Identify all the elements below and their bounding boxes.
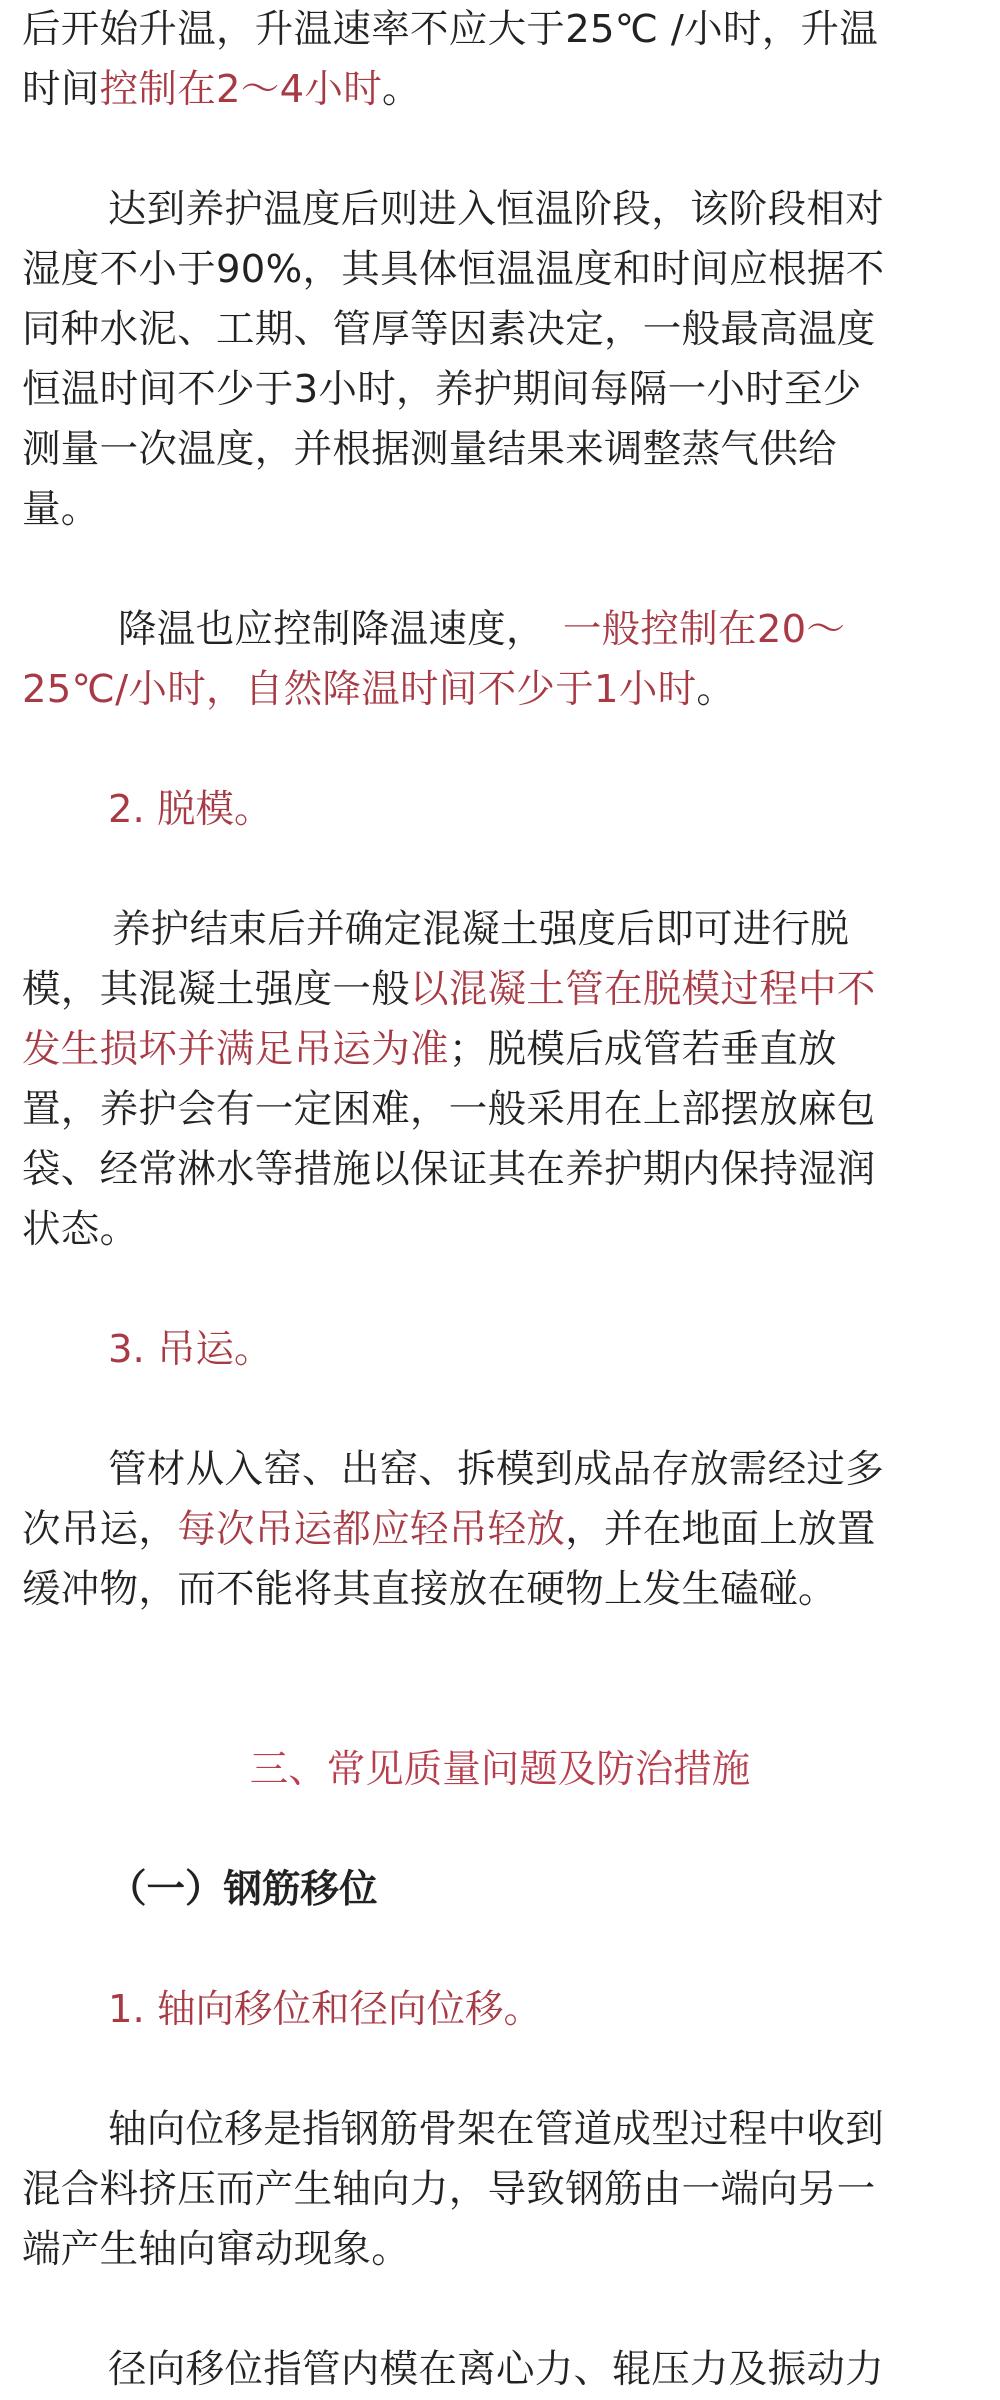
paragraph-line bbox=[22, 1020, 982, 1080]
text: 置，养护会有一定困难，一般采用在上部摆放麻包 bbox=[22, 1087, 876, 1132]
paragraph-line bbox=[118, 600, 982, 660]
highlight-text: 发生损坏并满足吊运为准 bbox=[22, 1027, 449, 1072]
paragraph-line bbox=[22, 1500, 982, 1560]
paragraph-line bbox=[22, 2220, 982, 2280]
text: 养护结束后并确定混凝土强度后即可进行脱 bbox=[112, 907, 850, 952]
text: 。 bbox=[382, 67, 421, 112]
highlight-text: 一般控制在20～ bbox=[562, 607, 846, 652]
paragraph-line bbox=[22, 960, 982, 1020]
paragraph-line bbox=[22, 1560, 982, 1620]
text: 量。 bbox=[22, 487, 100, 532]
text: 后开始升温，升温速率不应大于25℃ /小时，升温 bbox=[22, 7, 879, 52]
sub-title: （一）钢筋移位 bbox=[108, 1867, 378, 1912]
text: 袋、经常淋水等措施以保证其在养护期内保持湿润 bbox=[22, 1147, 876, 1192]
paragraph-line bbox=[22, 0, 982, 60]
paragraph-line bbox=[108, 2100, 982, 2160]
text: ；脱模后成管若垂直放 bbox=[448, 1027, 837, 1072]
paragraph-line bbox=[22, 660, 982, 720]
numbered-heading: 2. 脱模。 bbox=[108, 787, 273, 832]
text: 湿度不小于90%，其具体恒温温度和时间应根据不 bbox=[22, 247, 885, 292]
paragraph-line bbox=[22, 60, 982, 120]
text: 端产生轴向窜动现象。 bbox=[22, 2227, 411, 2272]
paragraph-line bbox=[22, 1140, 982, 1200]
text: 次吊运， bbox=[22, 1507, 178, 1552]
paragraph-line bbox=[22, 240, 982, 300]
text: 同种水泥、工期、管厚等因素决定，一般最高温度 bbox=[22, 307, 876, 352]
text: 管材从入窑、出窑、拆模到成品存放需经过多 bbox=[108, 1447, 885, 1492]
paragraph-line bbox=[22, 480, 982, 540]
text: 混合料挤压而产生轴向力，导致钢筋由一端向另一 bbox=[22, 2167, 876, 2212]
paragraph-line bbox=[22, 1200, 982, 1260]
text: 达到养护温度后则进入恒温阶段，该阶段相对 bbox=[108, 187, 885, 232]
text: 轴向位移是指钢筋骨架在管道成型过程中收到 bbox=[108, 2107, 885, 2152]
paragraph-line bbox=[22, 420, 982, 480]
paragraph-line bbox=[22, 300, 982, 360]
text: 降温也应控制降温速度， bbox=[118, 607, 545, 652]
text: 测量一次温度，并根据测量结果来调整蒸气供给 bbox=[22, 427, 837, 472]
highlight-text: 每次吊运都应轻吊轻放 bbox=[177, 1507, 566, 1552]
text: 状态。 bbox=[22, 1207, 139, 1252]
text: 径向移位指管内模在离心力、辊压力及振动力 bbox=[108, 2347, 885, 2392]
text: 模，其混凝土强度一般 bbox=[22, 967, 411, 1012]
highlight-text: 25℃/小时，自然降温时间不少于1小时 bbox=[22, 667, 697, 712]
paragraph-line bbox=[22, 360, 982, 420]
section-title: 三、常见质量问题及防治措施 bbox=[249, 1747, 751, 1792]
text: 恒温时间不少于3小时，养护期间每隔一小时至少 bbox=[22, 367, 862, 412]
highlight-text: 控制在2～4小时 bbox=[99, 67, 382, 112]
text: 缓冲物，而不能将其直接放在硬物上发生磕碰。 bbox=[22, 1567, 837, 1612]
numbered-heading: 1. 轴向移位和径向位移。 bbox=[108, 1987, 542, 2032]
numbered-heading: 3. 吊运。 bbox=[108, 1327, 273, 1372]
paragraph-line bbox=[22, 1080, 982, 1140]
paragraph-line bbox=[108, 2340, 982, 2400]
highlight-text: 以混凝土管在脱模过程中不 bbox=[410, 967, 876, 1012]
text: 。 bbox=[696, 667, 736, 712]
text: 时间 bbox=[22, 67, 100, 112]
text: ，并在地面上放置 bbox=[565, 1507, 876, 1552]
paragraph-line bbox=[108, 1440, 982, 1500]
paragraph-line bbox=[108, 180, 982, 240]
paragraph-line bbox=[112, 900, 982, 960]
paragraph-line bbox=[22, 2160, 982, 2220]
